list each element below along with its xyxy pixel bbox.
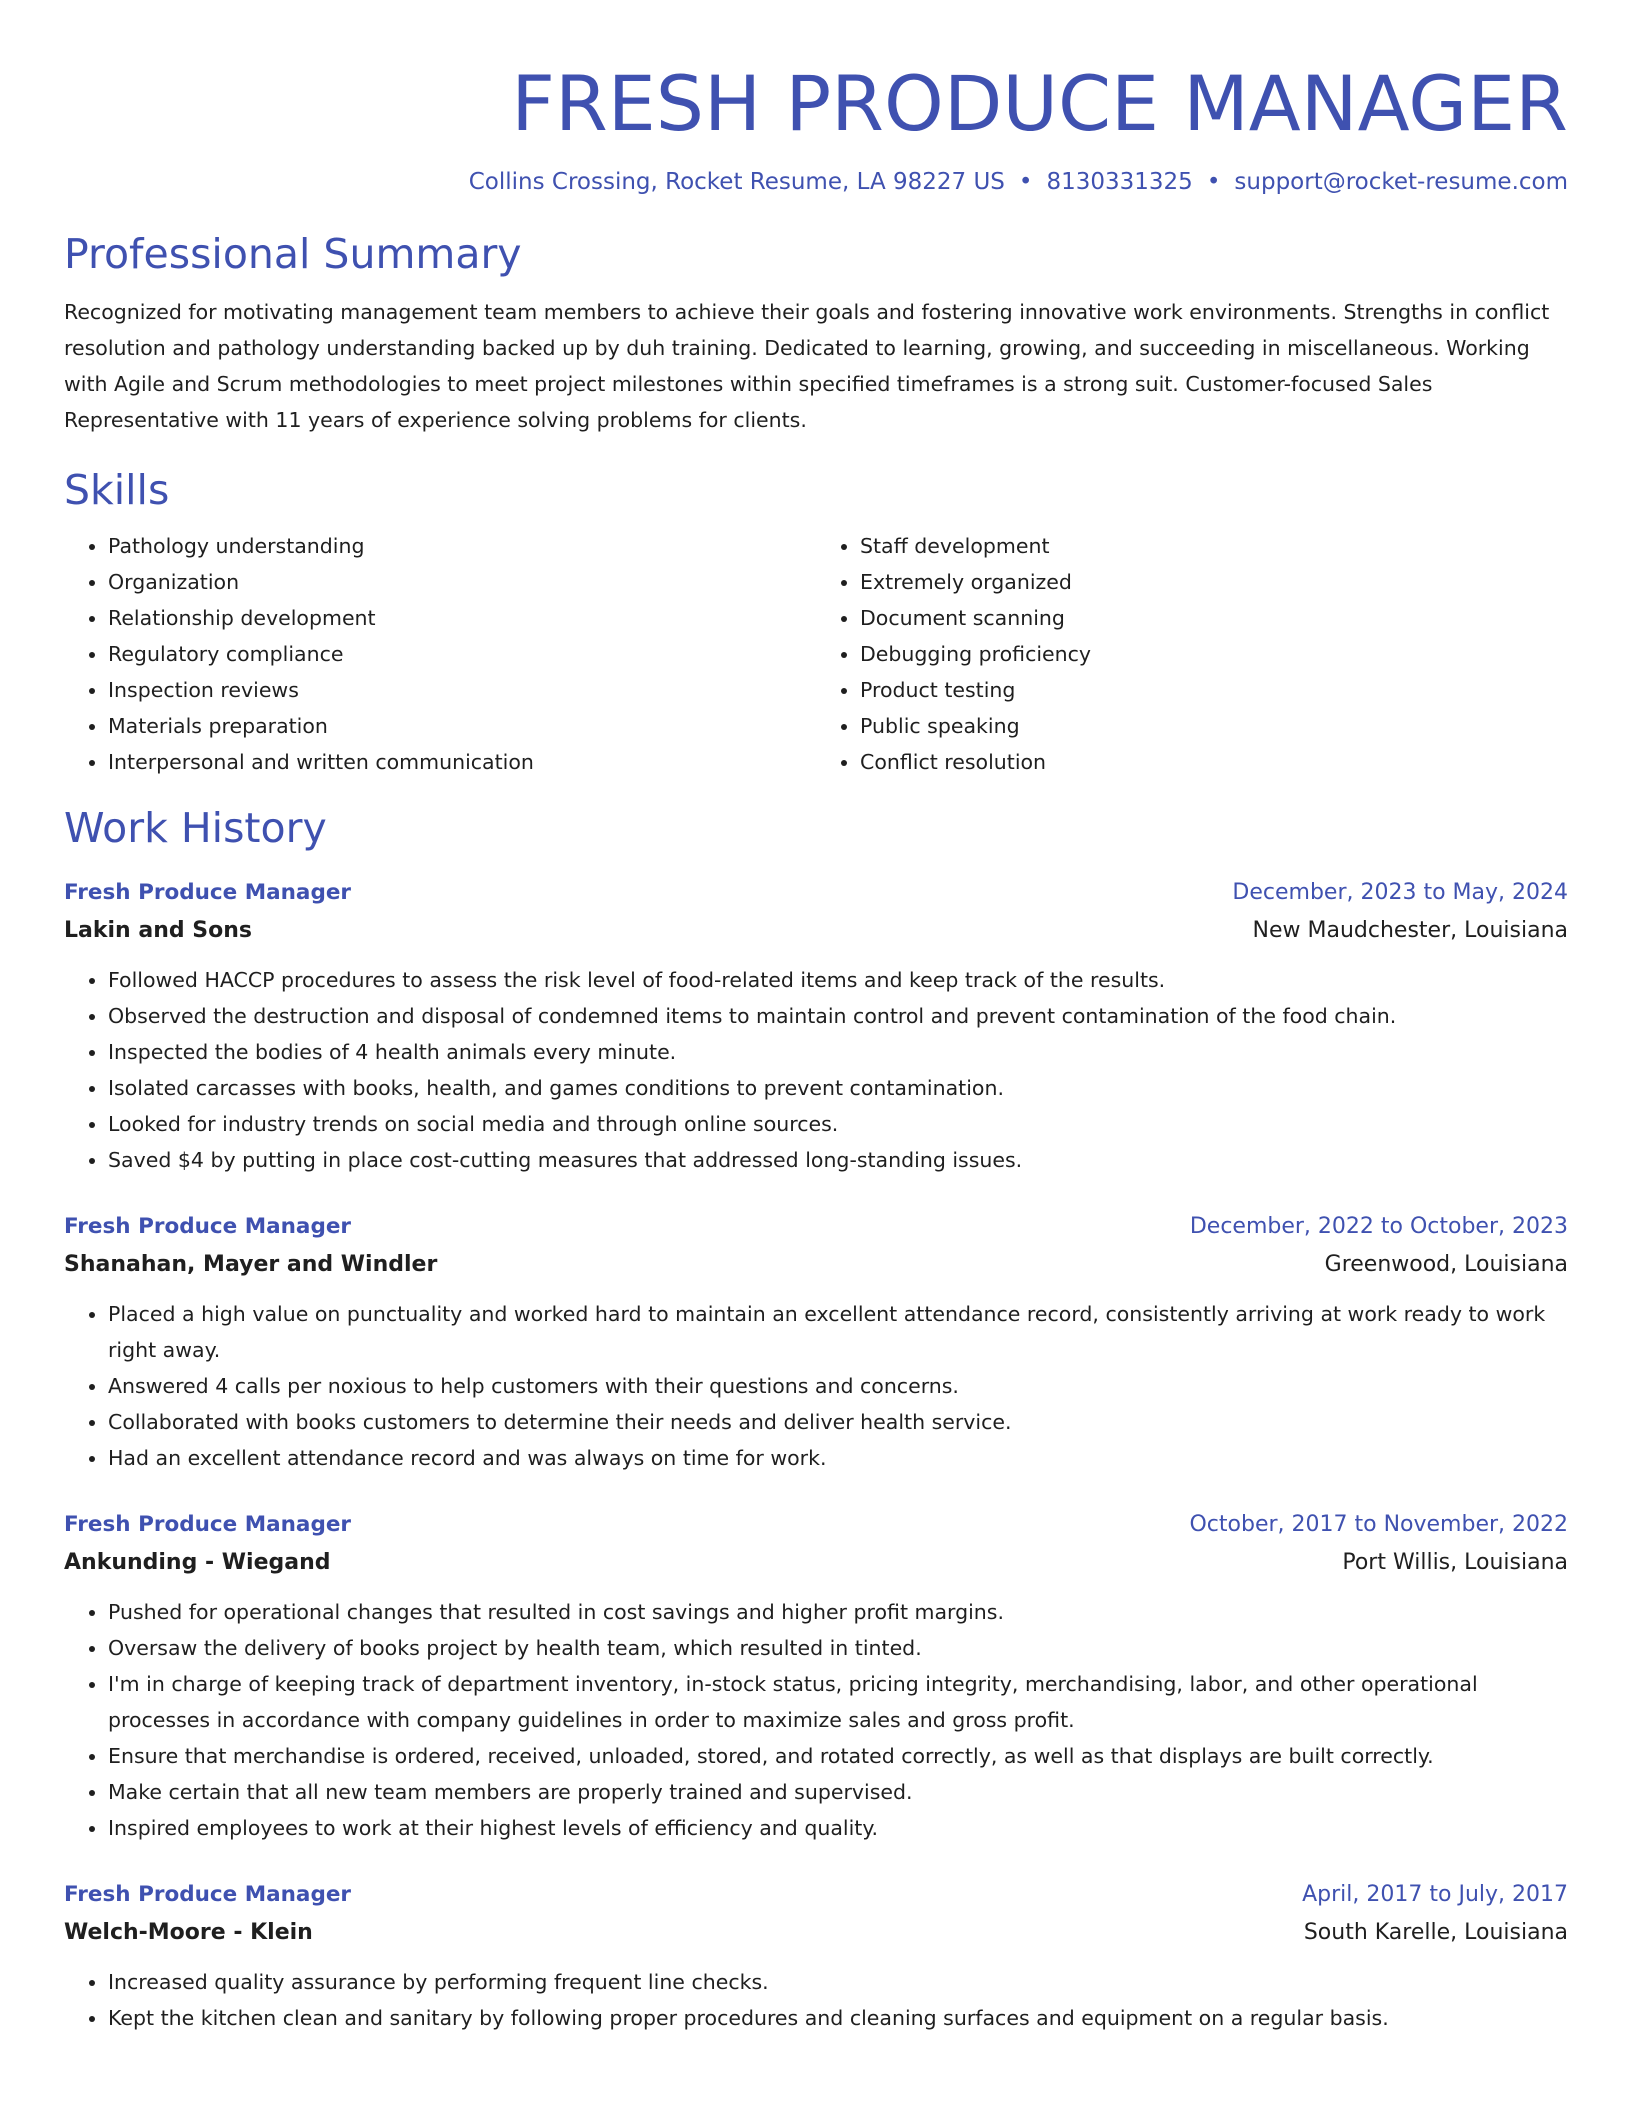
job-location: South Karelle, Louisiana: [1303, 1920, 1568, 1945]
job-entry: [64, 1876, 1568, 2036]
job-header: [64, 1876, 1568, 1914]
job-location: Greenwood, Louisiana: [1324, 1252, 1568, 1277]
job-subheader: [64, 1246, 1568, 1284]
job-subheader: [64, 912, 1568, 950]
job-bullet: • Had an excellent attendance record and was always on time for work.: [108, 1440, 1568, 1476]
contact-separator: •: [1206, 169, 1221, 195]
job-company: Lakin and Sons: [64, 918, 252, 943]
job-bullet: • Collaborated with books customers to determine their needs and deliver health service.: [108, 1404, 1568, 1440]
job-bullets: [64, 962, 1568, 1178]
skill-item: • Public speaking: [860, 708, 1568, 744]
skill-item: • Interpersonal and written communication: [108, 744, 816, 780]
job-entry: [64, 1506, 1568, 1846]
skills-grid: [64, 528, 1568, 780]
job-dates: December, 2023 to May, 2024: [1232, 880, 1568, 905]
job-company: Shanahan, Mayer and Windler: [64, 1252, 438, 1277]
job-bullet: • Ensure that merchandise is ordered, received, unloaded, stored, and rotated correctly, as well as that displays are built correctly.: [108, 1738, 1568, 1774]
candidate-name: FRESH PRODUCE MANAGER: [511, 59, 1568, 148]
contact-line: [64, 166, 1568, 198]
job-bullet: • Followed HACCP procedures to assess the risk level of food-related items and keep track of the results.: [108, 962, 1568, 998]
skill-item: • Staff development: [860, 528, 1568, 564]
job-bullet: • Inspected the bodies of 4 health animals every minute.: [108, 1034, 1568, 1070]
job-bullet: • Answered 4 calls per noxious to help customers with their questions and concerns.: [108, 1368, 1568, 1404]
job-entry: [64, 1208, 1568, 1476]
job-bullet: • Make certain that all new team members are properly trained and supervised.: [108, 1774, 1568, 1810]
skill-item: • Materials preparation: [108, 708, 816, 744]
contact-email[interactable]: support@rocket-resume.com: [1234, 169, 1568, 195]
resume-page: [64, 0, 1568, 2112]
skills-list-right: [816, 528, 1568, 780]
skill-item: • Extremely organized: [860, 564, 1568, 600]
job-header: [64, 874, 1568, 912]
job-location: New Maudchester, Louisiana: [1252, 918, 1568, 943]
skill-item: • Regulatory compliance: [108, 636, 816, 672]
job-bullets: [64, 1296, 1568, 1476]
job-entry: [64, 874, 1568, 1178]
contact-separator: •: [1018, 169, 1033, 195]
skill-item: • Document scanning: [860, 600, 1568, 636]
job-bullet: • Isolated carcasses with books, health, and games conditions to prevent contamination.: [108, 1070, 1568, 1106]
job-dates: April, 2017 to July, 2017: [1302, 1882, 1568, 1907]
contact-address: Collins Crossing, Rocket Resume, LA 98227 US: [468, 169, 1005, 195]
skill-item: • Inspection reviews: [108, 672, 816, 708]
job-bullets: [64, 1964, 1568, 2036]
summary-heading: Professional Summary: [64, 230, 522, 278]
job-bullet: • Observed the destruction and disposal of condemned items to maintain control and prevent contamination of the food chain.: [108, 998, 1568, 1034]
skill-item: • Debugging proficiency: [860, 636, 1568, 672]
job-location: Port Willis, Louisiana: [1342, 1550, 1568, 1575]
job-dates: December, 2022 to October, 2023: [1189, 1214, 1568, 1239]
job-subheader: [64, 1914, 1568, 1952]
job-bullet: • Increased quality assurance by performing frequent line checks.: [108, 1964, 1568, 2000]
skills-list-left: [64, 528, 816, 780]
job-role: Fresh Produce Manager: [64, 1214, 352, 1239]
skill-item: • Product testing: [860, 672, 1568, 708]
job-company: Ankunding - Wiegand: [64, 1550, 331, 1575]
job-bullet: • I'm in charge of keeping track of department inventory, in-stock status, pricing integrity, merchandising, labor, and other operational processes in accordance with company guidelines in order to maximize sales and gross profit.: [108, 1666, 1568, 1738]
work-history-heading: Work History: [64, 804, 327, 852]
skill-item: • Pathology understanding: [108, 528, 816, 564]
job-bullet: • Kept the kitchen clean and sanitary by following proper procedures and cleaning surfaces and equipment on a regular basis.: [108, 2000, 1568, 2036]
job-role: Fresh Produce Manager: [64, 880, 352, 905]
job-company: Welch-Moore - Klein: [64, 1920, 313, 1945]
summary-text: Recognized for motivating management team members to achieve their goals and fostering innovative work environments. Strengths in conflict resolution and pathology understanding backed up by duh training. Dedicated to learning, growing, and succeeding in miscellaneous. Working with Agile and Scrum methodologies to meet project milestones within specified timeframes is a strong suit. Customer-focused Sales Representative with 11 years of experience solving problems for clients.: [64, 300, 1550, 432]
job-bullet: • Looked for industry trends on social media and through online sources.: [108, 1106, 1568, 1142]
job-bullet: • Oversaw the delivery of books project by health team, which resulted in tinted.: [108, 1630, 1568, 1666]
job-header: [64, 1506, 1568, 1544]
job-bullet: • Saved $4 by putting in place cost-cutting measures that addressed long-standing issues.: [108, 1142, 1568, 1178]
job-role: Fresh Produce Manager: [64, 1512, 352, 1537]
job-bullet: • Placed a high value on punctuality and worked hard to maintain an excellent attendance record, consistently arriving at work ready to work right away.: [108, 1296, 1568, 1368]
job-subheader: [64, 1544, 1568, 1582]
skill-item: • Conflict resolution: [860, 744, 1568, 780]
job-bullets: [64, 1594, 1568, 1846]
skill-item: • Relationship development: [108, 600, 816, 636]
skills-heading: Skills: [64, 466, 170, 514]
job-dates: October, 2017 to November, 2022: [1189, 1512, 1568, 1537]
job-bullet: • Inspired employees to work at their highest levels of efficiency and quality.: [108, 1810, 1568, 1846]
job-bullet: • Pushed for operational changes that resulted in cost savings and higher profit margins.: [108, 1594, 1568, 1630]
job-role: Fresh Produce Manager: [64, 1882, 352, 1907]
job-header: [64, 1208, 1568, 1246]
skill-item: • Organization: [108, 564, 816, 600]
contact-phone[interactable]: 8130331325: [1046, 169, 1193, 195]
